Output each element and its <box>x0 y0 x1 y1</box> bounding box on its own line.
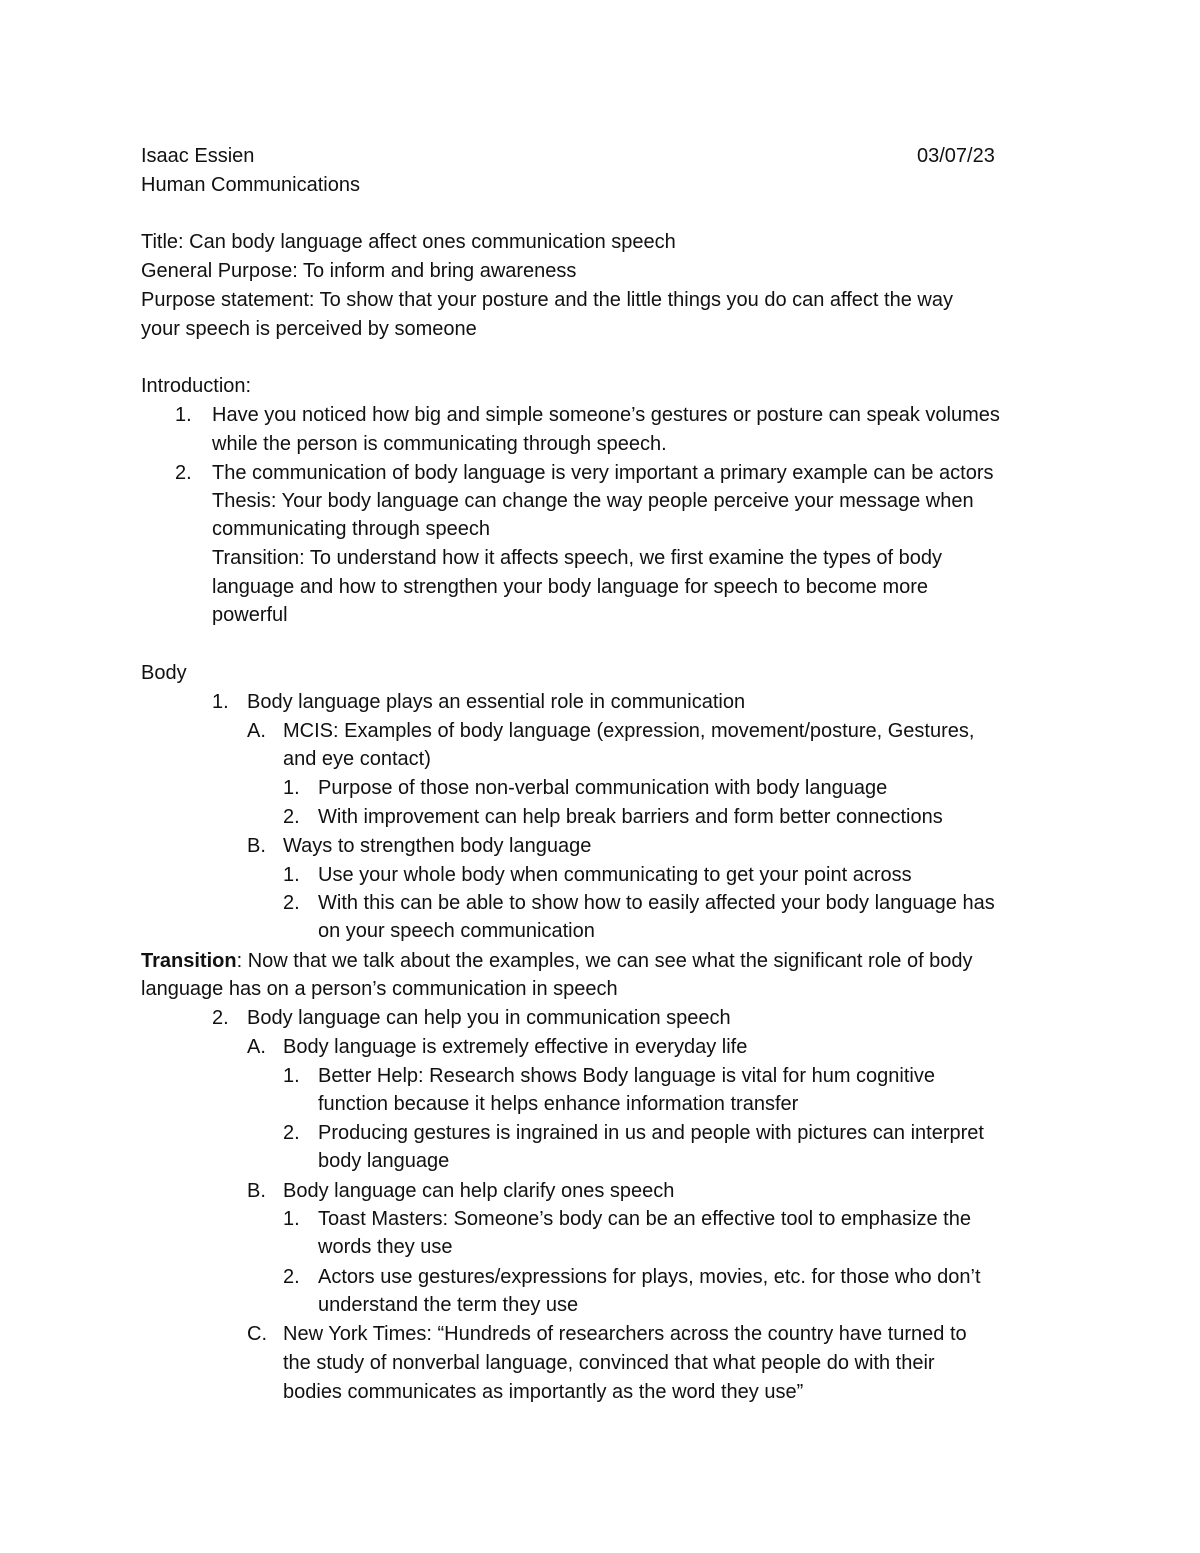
intro-transition-line-1: Transition: To understand how it affects speech, we first examine the types of body <box>212 547 943 569</box>
point-2-a-line-1: Body language is extremely effective in everyday life <box>283 1036 748 1058</box>
point-1-b-line-1: Ways to strengthen body language <box>283 835 592 857</box>
thesis-line-1: Thesis: Your body language can change the way people perceive your message when <box>212 490 974 512</box>
point-1-a-letter: A. <box>247 720 266 742</box>
point-2-a-sub-1-line-1: Better Help: Research shows Body language is vital for hum cognitive <box>318 1065 935 1087</box>
point-2-a-letter: A. <box>247 1036 266 1058</box>
point-2-b-sub-1-line-2: words they use <box>318 1236 453 1258</box>
point-1-b-letter: B. <box>247 835 266 857</box>
transition-text: : Now that we talk about the examples, we can see what the significant role of body <box>236 950 973 972</box>
point-2-c-line-3: bodies communicates as importantly as the word they use” <box>283 1381 804 1403</box>
point-2-a-sub-2-number: 2. <box>283 1122 300 1144</box>
author-name: Isaac Essien <box>141 145 255 167</box>
intro-transition-line-3: powerful <box>212 604 288 626</box>
point-1-b-sub-1-number: 1. <box>283 864 300 886</box>
point-1-a-line-1: MCIS: Examples of body language (expression, movement/posture, Gestures, <box>283 720 975 742</box>
body-heading: Body <box>141 662 187 684</box>
intro-item-2-line-1: The communication of body language is very important a primary example can be actors <box>212 462 994 484</box>
point-2-b-letter: B. <box>247 1180 266 1202</box>
course-name: Human Communications <box>141 174 360 196</box>
body-point-2-text: Body language can help you in communication speech <box>247 1007 731 1029</box>
body-transition-line-1 <box>141 947 973 975</box>
point-2-b-sub-1-line-1: Toast Masters: Someone’s body can be an effective tool to emphasize the <box>318 1208 971 1230</box>
intro-transition-line-2: language and how to strengthen your body language for speech to become more <box>212 576 929 598</box>
point-2-b-line-1: Body language can help clarify ones speech <box>283 1180 675 1202</box>
point-2-b-sub-2-line-1: Actors use gestures/expressions for plays, movies, etc. for those who don’t <box>318 1266 981 1288</box>
intro-item-1-line-2: while the person is communicating through speech. <box>212 433 667 455</box>
point-2-c-line-1: New York Times: “Hundreds of researchers across the country have turned to <box>283 1323 967 1345</box>
body-point-2-number: 2. <box>212 1007 229 1029</box>
introduction-heading: Introduction: <box>141 375 252 397</box>
intro-item-1-line-1: Have you noticed how big and simple someone’s gestures or posture can speak volumes <box>212 404 1000 426</box>
point-1-a-sub-2-number: 2. <box>283 806 300 828</box>
point-2-b-sub-2-number: 2. <box>283 1266 300 1288</box>
purpose-statement-line-2: your speech is perceived by someone <box>141 318 477 340</box>
point-2-b-sub-2-line-2: understand the term they use <box>318 1294 579 1316</box>
point-2-c-line-2: the study of nonverbal language, convinced that what people do with their <box>283 1352 935 1374</box>
point-2-a-sub-2-line-2: body language <box>318 1150 450 1172</box>
thesis-line-2: communicating through speech <box>212 518 490 540</box>
point-1-a-sub-1-number: 1. <box>283 777 300 799</box>
point-1-a-sub-1-text: Purpose of those non-verbal communication with body language <box>318 777 888 799</box>
transition-label: Transition <box>141 950 237 972</box>
general-purpose: General Purpose: To inform and bring awareness <box>141 260 577 282</box>
body-point-1-number: 1. <box>212 691 229 713</box>
speech-title: Title: Can body language affect ones communication speech <box>141 231 676 253</box>
point-1-b-sub-2-line-1: With this can be able to show how to easily affected your body language has <box>318 892 995 914</box>
body-transition-line-2: language has on a person’s communication in speech <box>141 978 618 1000</box>
point-2-c-letter: C. <box>247 1323 267 1345</box>
point-2-b-sub-1-number: 1. <box>283 1208 300 1230</box>
point-1-b-sub-2-line-2: on your speech communication <box>318 920 595 942</box>
point-1-a-sub-2-text: With improvement can help break barriers and form better connections <box>318 806 943 828</box>
body-point-1-text: Body language plays an essential role in communication <box>247 691 746 713</box>
point-1-a-line-2: and eye contact) <box>283 748 431 770</box>
point-2-a-sub-2-line-1: Producing gestures is ingrained in us and people with pictures can interpret <box>318 1122 984 1144</box>
point-2-a-sub-1-line-2: function because it helps enhance information transfer <box>318 1093 799 1115</box>
document-date: 03/07/23 <box>917 145 995 167</box>
point-1-b-sub-1-text: Use your whole body when communicating to get your point across <box>318 864 912 886</box>
intro-item-1-number: 1. <box>175 404 192 426</box>
point-1-b-sub-2-number: 2. <box>283 892 300 914</box>
intro-item-2-number: 2. <box>175 462 192 484</box>
purpose-statement-line-1: Purpose statement: To show that your posture and the little things you do can affect the way <box>141 289 953 311</box>
point-2-a-sub-1-number: 1. <box>283 1065 300 1087</box>
